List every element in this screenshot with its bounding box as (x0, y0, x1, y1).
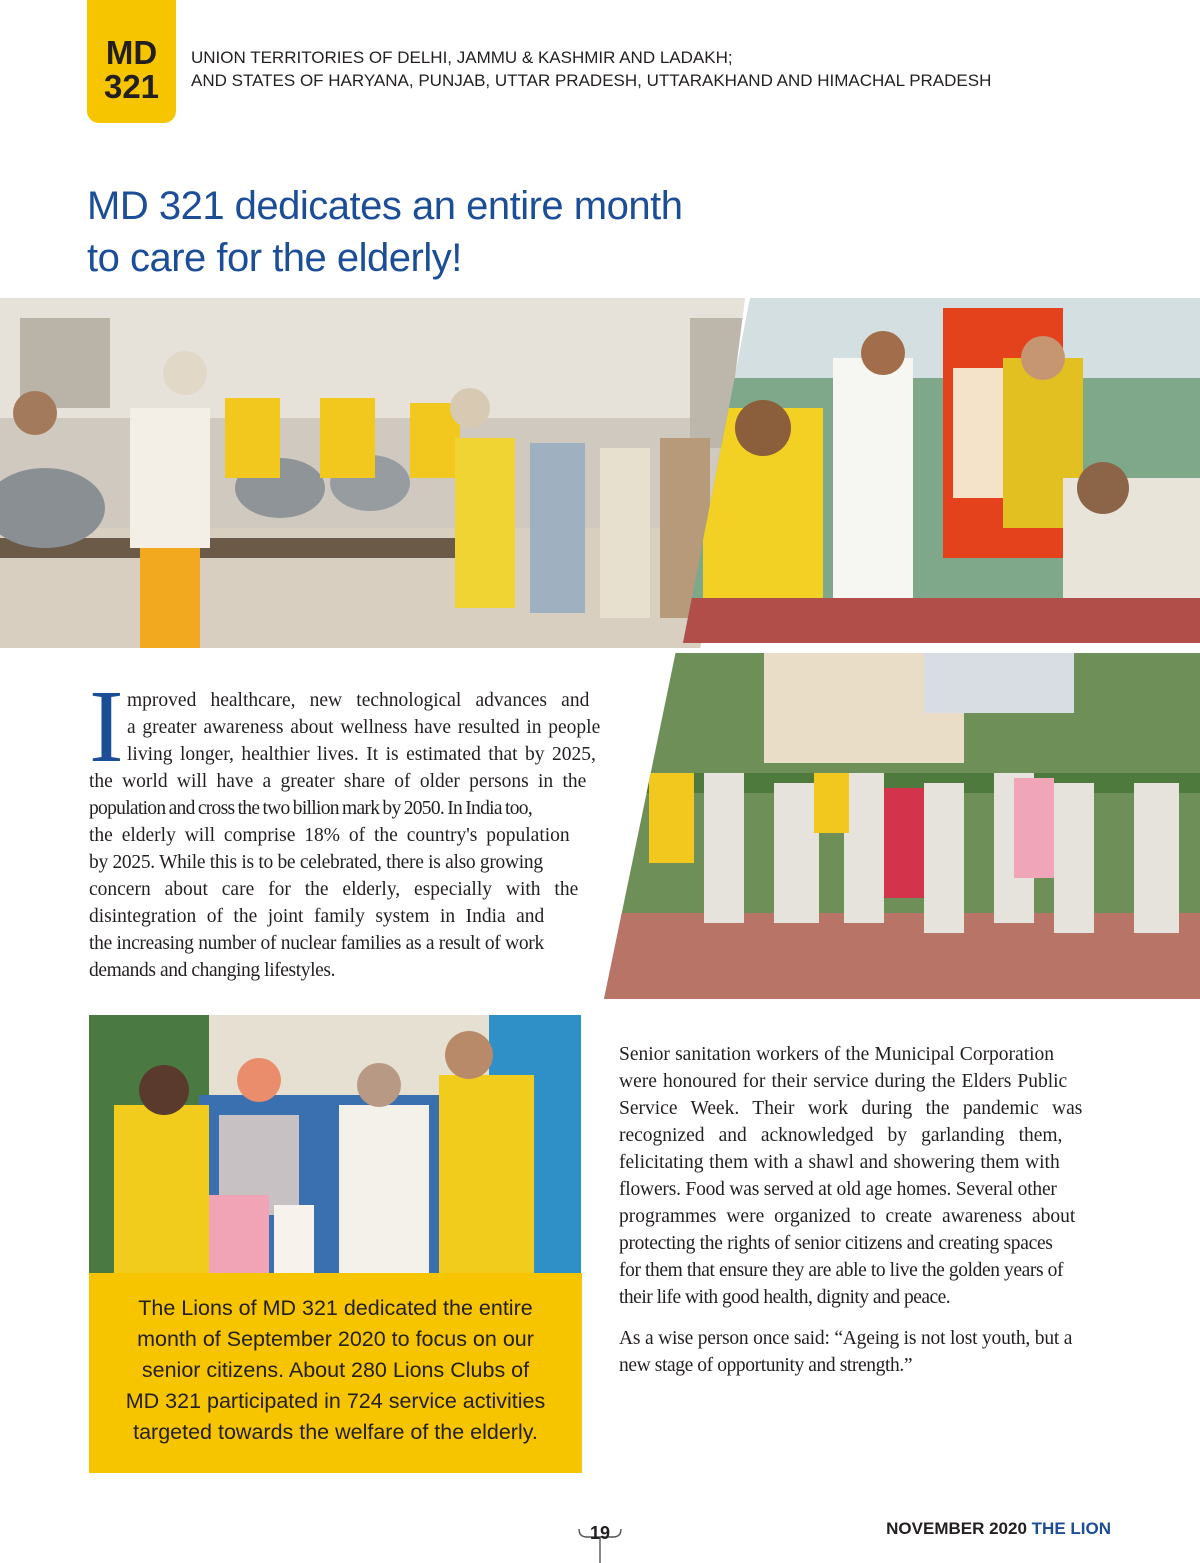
region-line2: AND STATES OF HARYANA, PUNJAB, UTTAR PRADESH, UTTARAKHAND AND HIMACHAL PRADESH (191, 71, 992, 90)
issue-date: NOVEMBER 2020 (886, 1519, 1027, 1538)
caption-box (89, 1273, 582, 1473)
caption-line: targeted towards the welfare of the elderly. (133, 1420, 538, 1444)
intro-line: living longer, healthier lives. It is estimated that by 2025, (127, 744, 596, 765)
quote-line: As a wise person once said: “Ageing is not lost youth, but a (619, 1328, 1073, 1349)
quote-line: new stage of opportunity and strength.” (619, 1355, 913, 1376)
body-line: for them that ensure they are able to live the golden years of (619, 1260, 1064, 1281)
caption-line: MD 321 participated in 724 service activities (125, 1389, 546, 1413)
intro-line: population and cross the two billion mark by 2050. In India too, (89, 798, 533, 819)
intro-line: demands and changing lifestyles. (89, 960, 336, 981)
district-tab-line1: MD (105, 34, 158, 71)
footer-issue (886, 1519, 1111, 1539)
region-header (191, 46, 991, 92)
intro-line: the elderly will comprise 18% of the country's population (89, 825, 570, 846)
body-line: recognized and acknowledged by garlanding them, (619, 1125, 1063, 1146)
dropcap: I (89, 669, 124, 784)
magazine-name: THE LION (1031, 1519, 1111, 1538)
district-tab (87, 0, 176, 123)
caption-line: senior citizens. About 280 Lions Clubs of (141, 1358, 530, 1382)
intro-line: the world will have a greater share of older persons in the (89, 771, 587, 792)
body-line: flowers. Food was served at old age homes. Several other (619, 1179, 1057, 1200)
caption-line: The Lions of MD 321 dedicated the entire (138, 1296, 533, 1320)
photo-distribution (89, 1015, 581, 1273)
body-line: protecting the rights of senior citizens and creating spaces (619, 1233, 1053, 1254)
body-line: programmes were organized to create awareness about (619, 1206, 1076, 1227)
body-line: Service Week. Their work during the pandemic was (619, 1098, 1083, 1119)
intro-line: the increasing number of nuclear families as a result of work (89, 933, 544, 954)
intro-line: concern about care for the elderly, especially with the (89, 879, 579, 900)
caption-text (89, 1293, 582, 1448)
page-number-text: 19 (589, 1523, 611, 1543)
caption-line: month of September 2020 to focus on our (137, 1327, 534, 1351)
headline-line2: to care for the elderly! (87, 236, 462, 280)
photo-felicitation (683, 298, 1200, 643)
body-paragraphs (619, 1041, 1111, 1379)
photo-group-park (604, 653, 1200, 999)
headline-line1: MD 321 dedicates an entire month (87, 184, 683, 228)
photo-food-serving (0, 298, 745, 648)
district-tab-line2: 321 (103, 68, 160, 105)
intro-line: by 2025. While this is to be celebrated, there is also growing (89, 852, 543, 873)
body-line: Senior sanitation workers of the Municipal Corporation (619, 1044, 1055, 1065)
page-number (575, 1515, 625, 1563)
region-line1: UNION TERRITORIES OF DELHI, JAMMU & KASHMIR AND LADAKH; (191, 48, 733, 67)
article-headline (87, 180, 682, 284)
body-line: felicitating them with a shawl and showering them with (619, 1152, 1060, 1173)
intro-line: disintegration of the joint family system in India and (89, 906, 545, 927)
intro-line: a greater awareness about wellness have resulted in people (127, 717, 601, 738)
body-line: their life with good health, dignity and peace. (619, 1287, 951, 1308)
body-line: were honoured for their service during the Elders Public (619, 1071, 1068, 1092)
intro-line: mproved healthcare, new technological advances and (127, 690, 590, 711)
